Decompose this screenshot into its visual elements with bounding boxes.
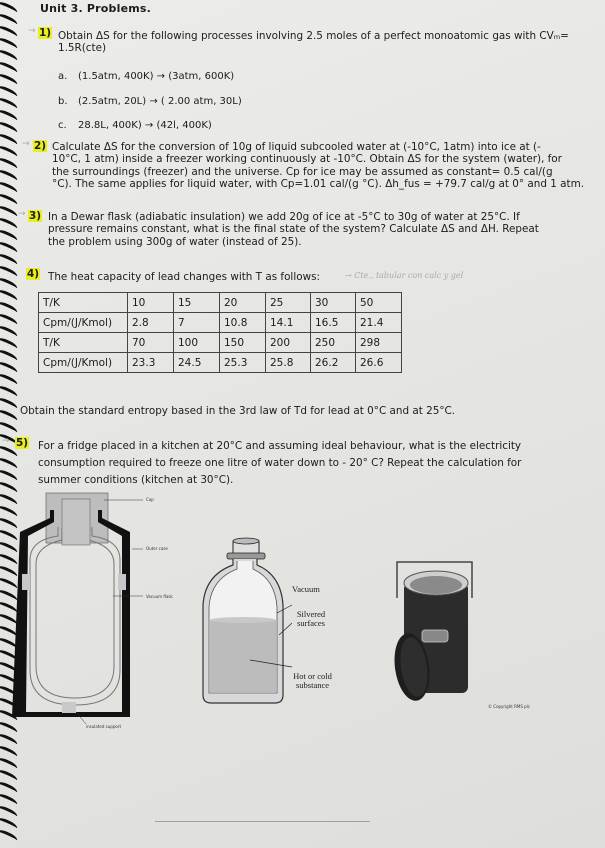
problem-number-1: 1) xyxy=(39,27,52,39)
problem-3-line: the problem using 300g of water (instead of 25). xyxy=(48,235,302,248)
label-hot-cold-substance: Hot or cold substance xyxy=(293,671,332,690)
label-silvered-surfaces: Silvered surfaces xyxy=(296,609,326,628)
problem-1-text xyxy=(58,30,598,55)
dewar-vessel-photo xyxy=(390,555,500,715)
item-label: b. xyxy=(58,96,68,107)
margin-arrow-icon: → xyxy=(2,436,10,446)
label-vacuum: Vacuum xyxy=(292,584,320,594)
table-cell: 200 xyxy=(266,333,311,353)
item-label: a. xyxy=(58,71,68,82)
problem-1-item-b xyxy=(58,96,242,107)
problem-4-text: The heat capacity of lead changes with T as follows: xyxy=(48,271,320,283)
pencil-mark xyxy=(155,821,370,822)
margin-arrow-icon: → xyxy=(28,26,36,36)
table-cell: 26.6 xyxy=(356,353,402,373)
table-cell: 26.2 xyxy=(311,353,356,373)
problem-number-3: 3) xyxy=(29,210,42,222)
table-row xyxy=(39,333,402,353)
table-cell: 16.5 xyxy=(311,313,356,333)
item-label: c. xyxy=(58,120,67,131)
table-row xyxy=(39,313,402,333)
problem-2-line: 10°C, 1 atm) inside a freezer working continuously at -10°C. Obtain ΔS for the system (water), for xyxy=(52,153,562,166)
photo-copyright: © Copyright RMS plc xyxy=(488,704,530,709)
item-text: 28.8L, 400K) → (42l, 400K) xyxy=(78,120,212,131)
table-cell: 70 xyxy=(128,333,174,353)
problem-3-text xyxy=(48,211,603,248)
heat-capacity-table xyxy=(38,292,402,373)
problem-number-4: 4) xyxy=(27,268,40,280)
problem-2-line: the surroundings (freezer) and the universe. Cp for ice may be assumed as constant= 0.5 cal/(g xyxy=(52,165,553,178)
label-insulated-support: insulated support xyxy=(86,724,122,729)
table-cell: Cpm/(J/Kmol) xyxy=(39,353,128,373)
table-cell: 298 xyxy=(356,333,402,353)
table-cell: 30 xyxy=(311,293,356,313)
page-title: Unit 3. Problems. xyxy=(40,2,152,15)
problem-3-line: In a Dewar flask (adiabatic insulation) we add 20g of ice at -5°C to 30g of water at 25°C. If xyxy=(48,211,520,223)
table-row xyxy=(39,353,402,373)
problem-3-line: pressure remains constant, what is the final state of the system? Calculate ΔS and ΔH. Repeat xyxy=(48,223,539,236)
table-cell: 2.8 xyxy=(128,313,174,333)
table-cell: Cpm/(J/Kmol) xyxy=(39,313,128,333)
problem-2-line: °C). The same applies for liquid water, with Cp=1.01 cal/(g °C). Δh_fus = +79.7 cal/g at 0° and 1 atm. xyxy=(52,178,585,191)
problem-number-5: 5) xyxy=(16,437,29,449)
problem-number-2: 2) xyxy=(34,140,47,152)
table-cell: 21.4 xyxy=(356,313,402,333)
table-cell: 10 xyxy=(128,293,174,313)
problem-4-followup: Obtain the standard entropy based in the 3rd law of Td for lead at 0°C and at 25°C. xyxy=(20,405,456,417)
table-cell: 15 xyxy=(174,293,220,313)
table-cell: 10.8 xyxy=(220,313,266,333)
table-cell: 150 xyxy=(220,333,266,353)
table-cell: 23.3 xyxy=(128,353,174,373)
problem-5-line: For a fridge placed in a kitchen at 20°C and assuming ideal behaviour, what is the electricity xyxy=(38,440,522,452)
problem-5-line: consumption required to freeze one litre of water down to - 20° C? Repeat the calculation for xyxy=(38,457,522,469)
problem-2-text xyxy=(52,141,602,191)
problem-1-line-2: 1.5R(cte) xyxy=(58,42,107,55)
table-cell: 25 xyxy=(266,293,311,313)
table-cell: 100 xyxy=(174,333,220,353)
dewar-bottle-illustration xyxy=(195,535,295,715)
label-vacuum-flask: Vacuum flask xyxy=(146,594,173,599)
label-cap: Cap xyxy=(146,497,154,502)
problem-1-line-1: Obtain ΔS for the following processes involving 2.5 moles of a perfect monoatomic gas with CVₘ= xyxy=(58,30,569,42)
table-cell: 14.1 xyxy=(266,313,311,333)
table-cell: 24.5 xyxy=(174,353,220,373)
table-cell: 25.3 xyxy=(220,353,266,373)
item-text: (1.5atm, 400K) → (3atm, 600K) xyxy=(78,71,235,82)
table-row xyxy=(39,293,402,313)
table-cell: 25.8 xyxy=(266,353,311,373)
thermos-cross-section-diagram xyxy=(0,480,200,740)
problem-5-line: summer conditions (kitchen at 30°C). xyxy=(38,474,234,486)
margin-arrow-icon: → xyxy=(18,209,26,219)
table-cell: 7 xyxy=(174,313,220,333)
label-outer-case: Outer case xyxy=(146,546,168,551)
problem-1-item-a xyxy=(58,71,234,82)
table-cell: T/K xyxy=(39,333,128,353)
item-text: (2.5atm, 20L) → ( 2.00 atm, 30L) xyxy=(78,96,242,107)
table-cell: 250 xyxy=(311,333,356,353)
problem-1-item-c xyxy=(58,120,212,131)
handwritten-note: → Cte., tabular con calc y gel xyxy=(345,271,464,280)
margin-arrow-icon: → xyxy=(22,139,30,149)
table-cell: 50 xyxy=(356,293,402,313)
table-cell: 20 xyxy=(220,293,266,313)
problem-2-line: Calculate ΔS for the conversion of 10g of liquid subcooled water at (-10°C, 1atm) into ice at (- xyxy=(52,141,541,153)
table-cell: T/K xyxy=(39,293,128,313)
